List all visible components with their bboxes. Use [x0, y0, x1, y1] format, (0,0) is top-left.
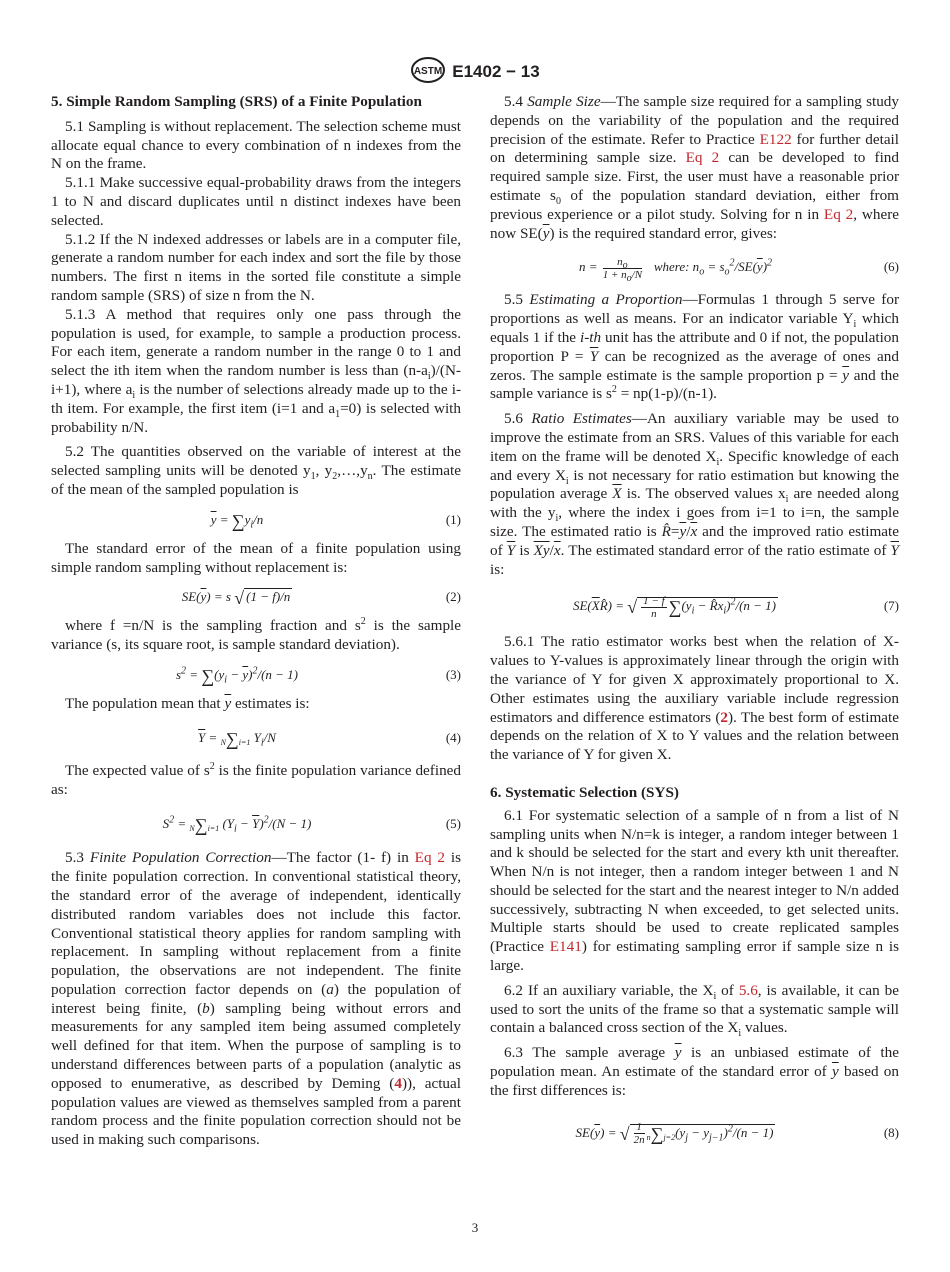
right-column [490, 93, 899, 1161]
page-header [0, 56, 950, 84]
astm-logo-icon [410, 56, 446, 84]
section-5-6-link[interactable]: 5.6 [738, 981, 758, 999]
para-se: The standard error of the mean of a finite population using simple random sampling without replacement is: [51, 539, 461, 576]
para-5-2: 5.2 The quantities observed on the variable of interest at the selected sampling units will be denoted $y_1$, $y_2,\dots,y_n$. The estimate of the mean of the sampled population is [51, 443, 461, 498]
para-where: where f =n/N is the sampling fraction and $s^2$ is the sample variance (s, its square root, is sample standard deviation). [51, 616, 462, 654]
e122-link[interactable]: E122 [759, 130, 792, 148]
equation-5: $S^2 = N\sum i=1$ $(Y_i - \overline{Y})^2/(N - 1)$ (5) [162, 814, 461, 836]
para-5-1-1: 5.1.1 Make successive equal-probability draws from the integers 1 to N and discard duplicates until n distinct indexes have been selected. [51, 174, 461, 229]
equation-4: $\overline{Y} = N\sum i=1$ $Y_i/N$ (4) [198, 728, 461, 749]
equation-2: $SE(\overline{y}) = s$ √ (1 − f)/n (2) [181, 588, 461, 609]
eq-2-link[interactable]: Eq 2 [685, 149, 720, 167]
document-id: E1402 − 13 [452, 62, 540, 81]
equation-7: $SE(\overline{X}R̂)$ = √ $\frac{1 - f}{n}$ $\sum(y_i$ − $R̂x_i)^2/(n - 1)$ (7) [572, 594, 899, 620]
para-5-1-2: 5.1.2 If the N indexed addresses or labels are in a computer file, generate a random number for each index and sort the file by those numbers. The first n items in the sorted file constitute a simple random sample (SRS) of size n from the N. [51, 230, 461, 304]
section-5-heading: 5. Simple Random Sampling (SRS) of a Finite Population [51, 93, 422, 110]
para-expected: The expected value of $s^2$ is the finite population variance defined as: [51, 760, 461, 798]
section-6-heading: 6. Systematic Selection (SYS) [490, 783, 679, 801]
e141-link[interactable]: E141 [549, 938, 582, 956]
para-6-1: 6.1 For systematic selection of a sample of n from a list of N sampling units when N/n=k is integer, a random integer between 1 and k should be selected for the start and every kth unit thereafter. When N/n is not integer, then a random integer between 1 and N should be selected for the start and the nearest integer to N/n added successively, subtracting N when exceeded, to get selected units. Multiple starts should be used to create replicated samples (Practice E141) for estimating sampling error if sample size n is large. [490, 806, 899, 975]
para-5-4: 5.4 Sample Size—The sample size required for a sampling study depends on the variability of the population and the required precision of the estimate. Refer to Practice E122 for further detail on determining sample size. Eq 2 can be developed to find required sample size. First, the user must have a reasonable prior estimate $s_0$ of the population standard deviation, either from previous experience or a pilot study. Solving for n in Eq 2, where now $SE(\overline{y})$ is the required standard error, gives: [490, 93, 899, 242]
eq-2-link[interactable]: Eq 2 [414, 849, 446, 867]
equation-1: $\overline{y} = \sum y_i/n$ (1) [210, 510, 461, 531]
para-population-mean: The population mean that $\overline{y}$ estimates is: [65, 694, 310, 712]
para-5-6-1: 5.6.1 The ratio estimator works best when the relation of X-values to Y-values is approximately linear through the origin with the variance of Y for given X approximately proportional to X. Other estimates using the auxiliary variable include regression estimators and difference estimators (2). The best form of estimate depends on the relation of X to Y values and the relation between the variance of Y for given X. [490, 633, 900, 764]
para-5-6: 5.6 Ratio Estimates—An auxiliary variable may be used to improve the estimate from an SRS. Values of this variable for each item on the frame will be denoted $X_i$. Specific knowledge of each and every $X_i$ is not necessary for ratio estimation but knowing the population average $\overline{X}$ is. The observed values $x_i$ are needed along with the $y_i$, where the index i goes from i=1 to i=n, the sample size. The estimated ratio is $R̂=\overline{y}/\overline{x}$ and the improved ratio estimate of $\overline{Y}$ is $\overline{X}\overline{y}/\overline{x}$. The estimated standard error of the ratio estimate of $\overline{Y}$ is: [490, 410, 900, 578]
ref-2-link[interactable]: 2 [720, 708, 728, 726]
para-5-1: 5.1 Sampling is without replacement. The selection scheme must allocate equal chance to every combination of n indexes from the N on the frame. [51, 117, 461, 173]
para-6-2: 6.2 If an auxiliary variable, the $X_i$ of 5.6, is available, it can be used to sort the units of the frame so that a systematic sample will contain a balanced cross section of the $X_i$ values. [490, 981, 900, 1040]
para-5-1-3: 5.1.3 A method that requires only one pass through the population is used, for example, to sample a production process. For each item, generate a random number in the range 0 to 1 and select the ith item when the random number is less than $(n-a_i)/(N-i+1)$, where $a_i$ is the number of selections already made up to the i-th item. For example, the first item (i=1 and $a_1=0$) is selected with probability n/N. [51, 305, 462, 436]
para-5-3: 5.3 Finite Population Correction—The factor (1- f) in Eq 2 is the finite population correction. In conventional statistical theory, the standard error of the average of independent, identically distributed random variables does not include this factor. Conventional statistical theory applies for random sampling with replacement. In sampling without replacement from a finite population, the observations are not independent. The finite population correction factor depends on (a) the population of interest being finite, (b) sampling being without errors and measurements for any sampled item being assumed completely well defined for that item. When the purpose of sampling is to understand differences between parts of a population (analytic as opposed to enumerative, as described by Deming (4)), actual population values are viewed as themselves sampled from a parent random process and the finite population correction should not be used in making such comparisons. [51, 849, 462, 1149]
equation-8: $SE(\overline{y})$ = √ $\frac{1}{2n}$ $n\sum j=2(y_j - y_{j-1})^2/(n - 1)$ (8) [575, 1121, 899, 1147]
eq-2-link[interactable]: Eq 2 [823, 205, 854, 223]
svg-text:ASTM: ASTM [414, 66, 443, 77]
para-5-5: 5.5 Estimating a Proportion—Formulas 1 through 5 serve for proportions as well as means. For an indicator variable $Y_i$ which equals 1 if the i-th unit has the attribute and 0 if not, the population proportion $P = \overline{Y}$ can be recognized as the average of ones and zeros. The sample estimate is the sample proportion $p = \overline{y}$ and the sample variance is $s^2 = np(1-p)/(n-1)$. [490, 291, 900, 403]
left-column [51, 93, 461, 1150]
equation-3: $s^2 = \sum(y_i - \overline{y})^2/(n - 1)$ (3) [175, 665, 461, 686]
para-6-3: 6.3 The sample average $\overline{y}$ is an unbiased estimate of the population mean. An estimate of the standard error of $\overline{y}$ based on the first differences is: [490, 1044, 899, 1099]
ref-4-link[interactable]: 4 [394, 1074, 402, 1092]
equation-6: n = $\frac{n_o}{1 + n_o/N}$ where: $n_o = s_o^2/SE(\overline{y})^2$ (6) [578, 255, 899, 285]
page-number: 3 [471, 1220, 479, 1235]
